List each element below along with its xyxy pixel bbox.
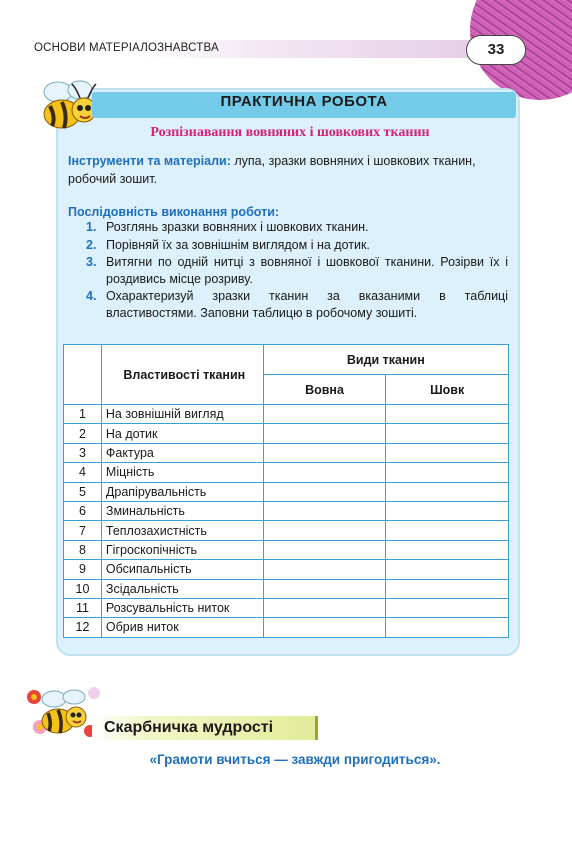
row-property: Зминальність xyxy=(101,501,263,520)
silk-cell xyxy=(386,463,509,482)
silk-cell xyxy=(386,424,509,443)
row-property: Зсідальність xyxy=(101,579,263,598)
row-property: Фактура xyxy=(101,443,263,462)
table-row xyxy=(64,405,509,424)
row-property: Драпірувальність xyxy=(101,482,263,501)
table-row xyxy=(64,463,509,482)
header-wool: Вовна xyxy=(263,375,386,405)
silk-cell xyxy=(386,560,509,579)
step-text: Охарактеризуй зразки тканин за вказаними в таблиці властивостями. Заповни таблицю в робочому зошиті. xyxy=(106,289,508,320)
header-properties: Властивості тканин xyxy=(101,345,263,405)
silk-cell xyxy=(386,482,509,501)
row-number: 4 xyxy=(64,463,102,482)
table-row xyxy=(64,618,509,637)
wool-cell xyxy=(263,598,386,617)
row-property: Гігроскопічність xyxy=(101,540,263,559)
table-row xyxy=(64,521,509,540)
table-row xyxy=(64,579,509,598)
step-number: 2. xyxy=(86,237,97,252)
row-number: 10 xyxy=(64,579,102,598)
table-row xyxy=(64,443,509,462)
row-property: Розсувальність ниток xyxy=(101,598,263,617)
practical-work-title: ПРАКТИЧНА РОБОТА xyxy=(220,93,388,110)
wool-cell xyxy=(263,501,386,520)
step-number: 3. xyxy=(86,255,97,269)
row-number: 5 xyxy=(64,482,102,501)
row-number: 11 xyxy=(64,598,102,617)
row-property: Обсипальність xyxy=(101,560,263,579)
row-number: 1 xyxy=(64,405,102,424)
wool-cell xyxy=(263,618,386,637)
step-text: Витягни по одній нитці з вовняної і шовкової тканини. Розірви їх і роздивись місце розриву. xyxy=(106,255,508,286)
wool-cell xyxy=(263,443,386,462)
wool-cell xyxy=(263,521,386,540)
tools-paragraph xyxy=(68,152,508,188)
table-row xyxy=(64,501,509,520)
row-property: Обрив ниток xyxy=(101,618,263,637)
wool-cell xyxy=(263,463,386,482)
wool-cell xyxy=(263,579,386,598)
wisdom-quote: «Грамоти вчиться — завжди пригодиться». xyxy=(149,752,441,767)
header-silk: Шовк xyxy=(386,375,509,405)
row-number: 3 xyxy=(64,443,102,462)
table-row xyxy=(64,560,509,579)
silk-cell xyxy=(386,501,509,520)
wool-cell xyxy=(263,405,386,424)
wisdom-title: Скарбничка мудрості xyxy=(104,719,274,736)
section-title: ОСНОВИ МАТЕРІАЛОЗНАВСТВА xyxy=(34,42,219,54)
step-item xyxy=(68,254,508,287)
row-number: 7 xyxy=(64,521,102,540)
table-row xyxy=(64,598,509,617)
silk-cell xyxy=(386,443,509,462)
table-row xyxy=(64,482,509,501)
tools-text: лупа, зразки вовняних і шовкових тканин, робочий зошит. xyxy=(68,154,476,186)
silk-cell xyxy=(386,540,509,559)
row-number: 6 xyxy=(64,501,102,520)
table-row xyxy=(64,540,509,559)
silk-cell xyxy=(386,579,509,598)
row-number: 9 xyxy=(64,560,102,579)
page-number: 33 xyxy=(466,35,526,65)
step-text: Розглянь зразки вовняних і шовкових тканин. xyxy=(106,220,369,234)
wool-cell xyxy=(263,560,386,579)
step-item xyxy=(68,288,508,321)
row-property: Теплозахистність xyxy=(101,521,263,540)
step-item xyxy=(68,219,508,236)
steps-list xyxy=(68,219,508,322)
step-text: Порівняй їх за зовнішнім виглядом і на дотик. xyxy=(106,237,370,252)
silk-cell xyxy=(386,521,509,540)
wool-cell xyxy=(263,424,386,443)
step-item xyxy=(68,237,508,254)
silk-cell xyxy=(386,618,509,637)
row-number: 12 xyxy=(64,618,102,637)
practical-work-subtitle: Розпізнавання вовняних і шовкових тканин xyxy=(150,125,430,140)
row-number: 8 xyxy=(64,540,102,559)
header-number-cell xyxy=(64,345,102,405)
row-property: На зовнішній вигляд xyxy=(101,405,263,424)
table-row xyxy=(64,424,509,443)
row-property: Міцність xyxy=(101,463,263,482)
silk-cell xyxy=(386,598,509,617)
step-number: 4. xyxy=(86,289,97,303)
sequence-heading: Послідовність виконання роботи: xyxy=(68,205,280,219)
row-number: 2 xyxy=(64,424,102,443)
silk-cell xyxy=(386,405,509,424)
header-fabric-types: Види тканин xyxy=(263,345,508,375)
fabric-properties-table xyxy=(63,344,509,638)
wool-cell xyxy=(263,540,386,559)
wool-cell xyxy=(263,482,386,501)
step-number: 1. xyxy=(86,220,97,234)
tools-label: Інструменти та матеріали: xyxy=(68,154,231,168)
row-property: На дотик xyxy=(101,424,263,443)
